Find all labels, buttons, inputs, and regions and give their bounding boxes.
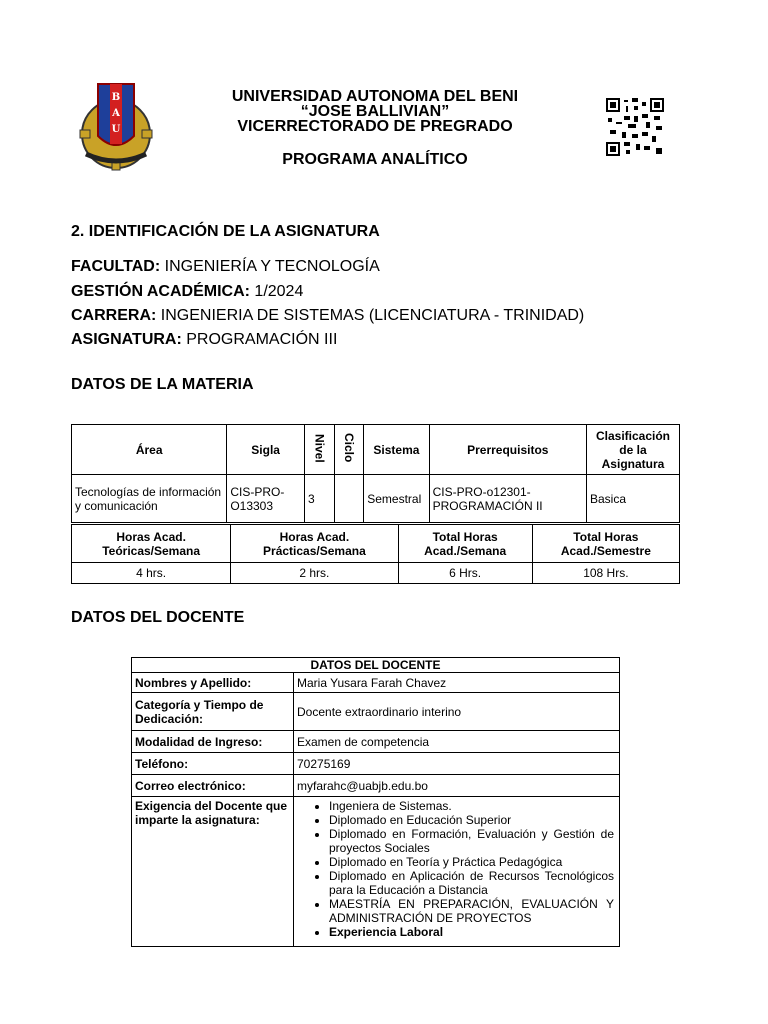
cell-horas-practicas: 2 hrs. bbox=[231, 563, 398, 584]
cell-horas-teoricas: 4 hrs. bbox=[72, 563, 231, 584]
cell-clasificacion: Basica bbox=[586, 475, 679, 523]
section-materia: DATOS DE LA MATERIA bbox=[71, 376, 254, 393]
header-prerrequisitos: Prerrequisitos bbox=[429, 425, 586, 475]
list-item: • Diplomado en Aplicación de Recursos Tecnológicos para la Educación a Distancia bbox=[329, 869, 614, 897]
label-telefono: Teléfono: bbox=[132, 753, 294, 775]
header-total-semana: Total Horas Acad./Semana bbox=[398, 525, 532, 563]
list-item: • Ingeniera de Sistemas. bbox=[329, 799, 614, 813]
label-modalidad: Modalidad de Ingreso: bbox=[132, 731, 294, 753]
label-correo: Correo electrónico: bbox=[132, 775, 294, 797]
cell-ciclo bbox=[334, 475, 364, 523]
cell-prerrequisitos: CIS-PRO-o12301-PROGRAMACIÓN II bbox=[429, 475, 586, 523]
header-nivel bbox=[304, 425, 334, 475]
nivel-label: Nivel bbox=[312, 433, 327, 463]
value-exigencia bbox=[294, 797, 620, 947]
section-docente: DATOS DEL DOCENTE bbox=[71, 609, 245, 626]
field-asignatura bbox=[71, 331, 337, 349]
header-sigla: Sigla bbox=[227, 425, 305, 475]
header-area: Área bbox=[72, 425, 227, 475]
list-item: • Experiencia Laboral bbox=[329, 925, 614, 939]
field-value: INGENIERÍA Y TECNOLOGÍA bbox=[160, 258, 380, 275]
logo-letter: B bbox=[111, 92, 121, 103]
cell-total-semestre: 108 Hrs. bbox=[532, 563, 679, 584]
materia-table bbox=[71, 424, 680, 523]
value-categoria: Docente extraordinario interino bbox=[294, 693, 620, 731]
field-label: GESTIÓN ACADÉMICA: bbox=[71, 283, 250, 300]
list-item: • Diplomado en Formación, Evaluación y Gestión de proyectos Sociales bbox=[329, 827, 614, 855]
header-horas-practicas: Horas Acad. Prácticas/Semana bbox=[231, 525, 398, 563]
docente-table-title: DATOS DEL DOCENTE bbox=[132, 658, 620, 673]
document-title: PROGRAMA ANALÍTICO bbox=[282, 151, 468, 168]
field-value: INGENIERIA DE SISTEMAS (LICENCIATURA - TRINIDAD) bbox=[156, 307, 585, 324]
field-value: 1/2024 bbox=[249, 283, 304, 300]
field-facultad bbox=[71, 258, 380, 276]
field-carrera bbox=[71, 307, 584, 325]
value-telefono: 70275169 bbox=[294, 753, 620, 775]
university-subname: “JOSE BALLIVIAN” bbox=[300, 103, 450, 120]
header-sistema: Sistema bbox=[364, 425, 429, 475]
cell-area: Tecnologías de información y comunicación bbox=[72, 475, 227, 523]
label-nombres: Nombres y Apellido: bbox=[132, 673, 294, 693]
ciclo-label: Ciclo bbox=[341, 433, 356, 463]
header-horas-teoricas: Horas Acad. Teóricas/Semana bbox=[72, 525, 231, 563]
qr-code bbox=[606, 98, 664, 156]
label-exigencia: Exigencia del Docente que imparte la asignatura: bbox=[132, 797, 294, 947]
docente-table bbox=[131, 657, 620, 947]
vicerrectorado: VICERRECTORADO DE PREGRADO bbox=[237, 118, 513, 135]
logo-letter: A bbox=[112, 108, 120, 119]
university-logo bbox=[76, 76, 156, 172]
field-label: ASIGNATURA: bbox=[71, 331, 182, 348]
hours-table bbox=[71, 524, 680, 584]
university-name: UNIVERSIDAD AUTONOMA DEL BENI bbox=[231, 88, 519, 105]
field-label: CARRERA: bbox=[71, 307, 157, 324]
section-identificacion: 2. IDENTIFICACIÓN DE LA ASIGNATURA bbox=[71, 223, 380, 240]
list-item: • MAESTRÍA EN PREPARACIÓN, EVALUACIÓN Y ADMINISTRACIÓN DE PROYECTOS bbox=[329, 897, 614, 925]
value-modalidad: Examen de competencia bbox=[294, 731, 620, 753]
cell-nivel: 3 bbox=[304, 475, 334, 523]
field-value: PROGRAMACIÓN III bbox=[181, 331, 338, 348]
label-categoria: Categoría y Tiempo de Dedicación: bbox=[132, 693, 294, 731]
header-clasificacion: Clasificación de la Asignatura bbox=[586, 425, 679, 475]
exigencia-list bbox=[297, 799, 614, 939]
field-label: FACULTAD: bbox=[71, 258, 161, 275]
cell-sigla: CIS-PRO-O13303 bbox=[227, 475, 305, 523]
logo-letter: U bbox=[111, 124, 121, 135]
header-ciclo bbox=[334, 425, 364, 475]
header-total-semestre: Total Horas Acad./Semestre bbox=[532, 525, 679, 563]
value-nombres: Maria Yusara Farah Chavez bbox=[294, 673, 620, 693]
cell-sistema: Semestral bbox=[364, 475, 429, 523]
cell-total-semana: 6 Hrs. bbox=[398, 563, 532, 584]
field-gestion bbox=[71, 283, 303, 301]
list-item: • Diplomado en Teoría y Práctica Pedagógica bbox=[329, 855, 614, 869]
list-item: • Diplomado en Educación Superior bbox=[329, 813, 614, 827]
value-correo: myfarahc@uabjb.edu.bo bbox=[294, 775, 620, 797]
